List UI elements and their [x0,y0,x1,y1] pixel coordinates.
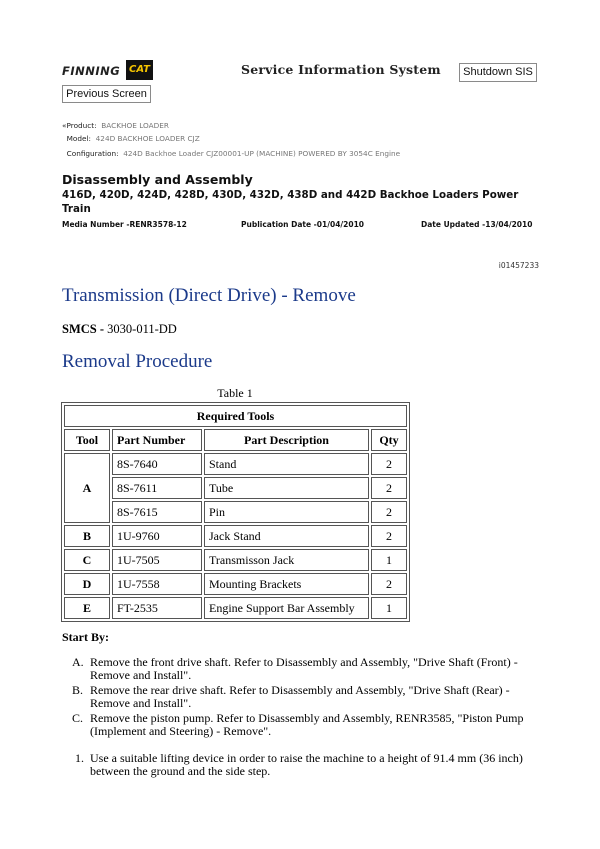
page-title: Transmission (Direct Drive) - Remove [62,285,356,306]
list-item-text: Remove the piston pump. Refer to Disassembly and Assembly, RENR3585, "Piston Pump (Implement and Steering) - Remove". [90,711,524,738]
table-row [64,501,407,523]
tool-cell: C [64,549,110,571]
column-header-tool: Tool [64,429,110,451]
list-item-text: Remove the front drive shaft. Refer to Disassembly and Assembly, "Drive Shaft (Front) - Remove and Install". [90,655,518,682]
start-by-label: Start By: [62,630,109,644]
configuration-value: 424D Backhoe Loader CJZ00001-UP (MACHINE) POWERED BY 3054C Engine [123,149,401,158]
smcs-label: SMCS - [62,322,105,336]
qty-cell: 2 [371,501,407,523]
qty-cell: 1 [371,549,407,571]
date-updated: Date Updated -13/04/2010 [421,220,533,229]
part-description-cell: Tube [204,477,369,499]
procedure-step [62,752,542,778]
step-number: 1. [75,751,84,765]
list-item-text: Remove the rear drive shaft. Refer to Disassembly and Assembly, "Drive Shaft (Rear) - Remove and Install". [90,683,510,710]
part-number-cell: 8S-7640 [112,453,202,475]
part-description-cell: Stand [204,453,369,475]
part-number-cell: 8S-7615 [112,501,202,523]
model-label: Model: [66,134,92,143]
document-id: i01457233 [498,261,539,270]
smcs-value: 3030-011-DD [107,322,177,336]
qty-cell: 2 [371,525,407,547]
media-number: Media Number -RENR3578-12 [62,220,187,229]
procedure-title: Removal Procedure [62,351,213,372]
qty-cell: 2 [371,477,407,499]
model-line [62,134,200,143]
table-caption: Table 1 [217,386,253,400]
system-title: Service Information System [241,62,441,77]
configuration-label: Configuration: [66,149,119,158]
product-value: BACKHOE LOADER [101,121,169,130]
part-number-cell: 8S-7611 [112,477,202,499]
finning-cat-logo [62,60,155,82]
list-item [62,684,542,710]
table-row [64,453,407,475]
configuration-line [62,149,400,158]
tool-cell: E [64,597,110,619]
qty-cell: 1 [371,597,407,619]
part-description-cell: Transmisson Jack [204,549,369,571]
product-label: «Product: [62,121,97,130]
product-line [62,121,169,130]
section-subtitle: 416D, 420D, 424D, 428D, 430D, 432D, 438D and 442D Backhoe Loaders Power Train [62,189,519,215]
model-value: 424D BACKHOE LOADER CJZ [95,134,200,143]
table-row [64,549,407,571]
part-description-cell: Mounting Brackets [204,573,369,595]
previous-screen-button[interactable]: Previous Screen [62,85,151,103]
smcs-line [62,322,177,337]
part-number-cell: 1U-7505 [112,549,202,571]
shutdown-sis-button[interactable]: Shutdown SIS [459,63,537,82]
list-item-label: C. [72,711,84,725]
section-title: Disassembly and Assembly [62,172,253,187]
column-header-part-description: Part Description [204,429,369,451]
part-description-cell: Engine Support Bar Assembly [204,597,369,619]
start-by-list [62,656,542,740]
table-row [64,597,407,619]
table-header: Required Tools [64,405,407,427]
table-row [64,477,407,499]
list-item [62,656,542,682]
part-description-cell: Jack Stand [204,525,369,547]
list-item [62,712,542,738]
qty-cell: 2 [371,453,407,475]
tool-cell: A [64,453,110,523]
publication-date: Publication Date -01/04/2010 [241,220,365,229]
tool-cell: D [64,573,110,595]
list-item-label: A. [72,655,84,669]
table-row [64,573,407,595]
part-number-cell: 1U-7558 [112,573,202,595]
column-header-part-number: Part Number [112,429,202,451]
part-number-cell: 1U-9760 [112,525,202,547]
cat-logo-badge: CAT [126,60,153,80]
finning-logo-text: FINNING [62,64,121,78]
step-text: Use a suitable lifting device in order to raise the machine to a height of 91.4 mm (36 inch) between the ground and the side step. [90,751,523,778]
column-header-qty: Qty [371,429,407,451]
required-tools-table [61,402,410,622]
tool-cell: B [64,525,110,547]
part-description-cell: Pin [204,501,369,523]
list-item-label: B. [72,683,84,697]
qty-cell: 2 [371,573,407,595]
part-number-cell: FT-2535 [112,597,202,619]
table-row [64,525,407,547]
